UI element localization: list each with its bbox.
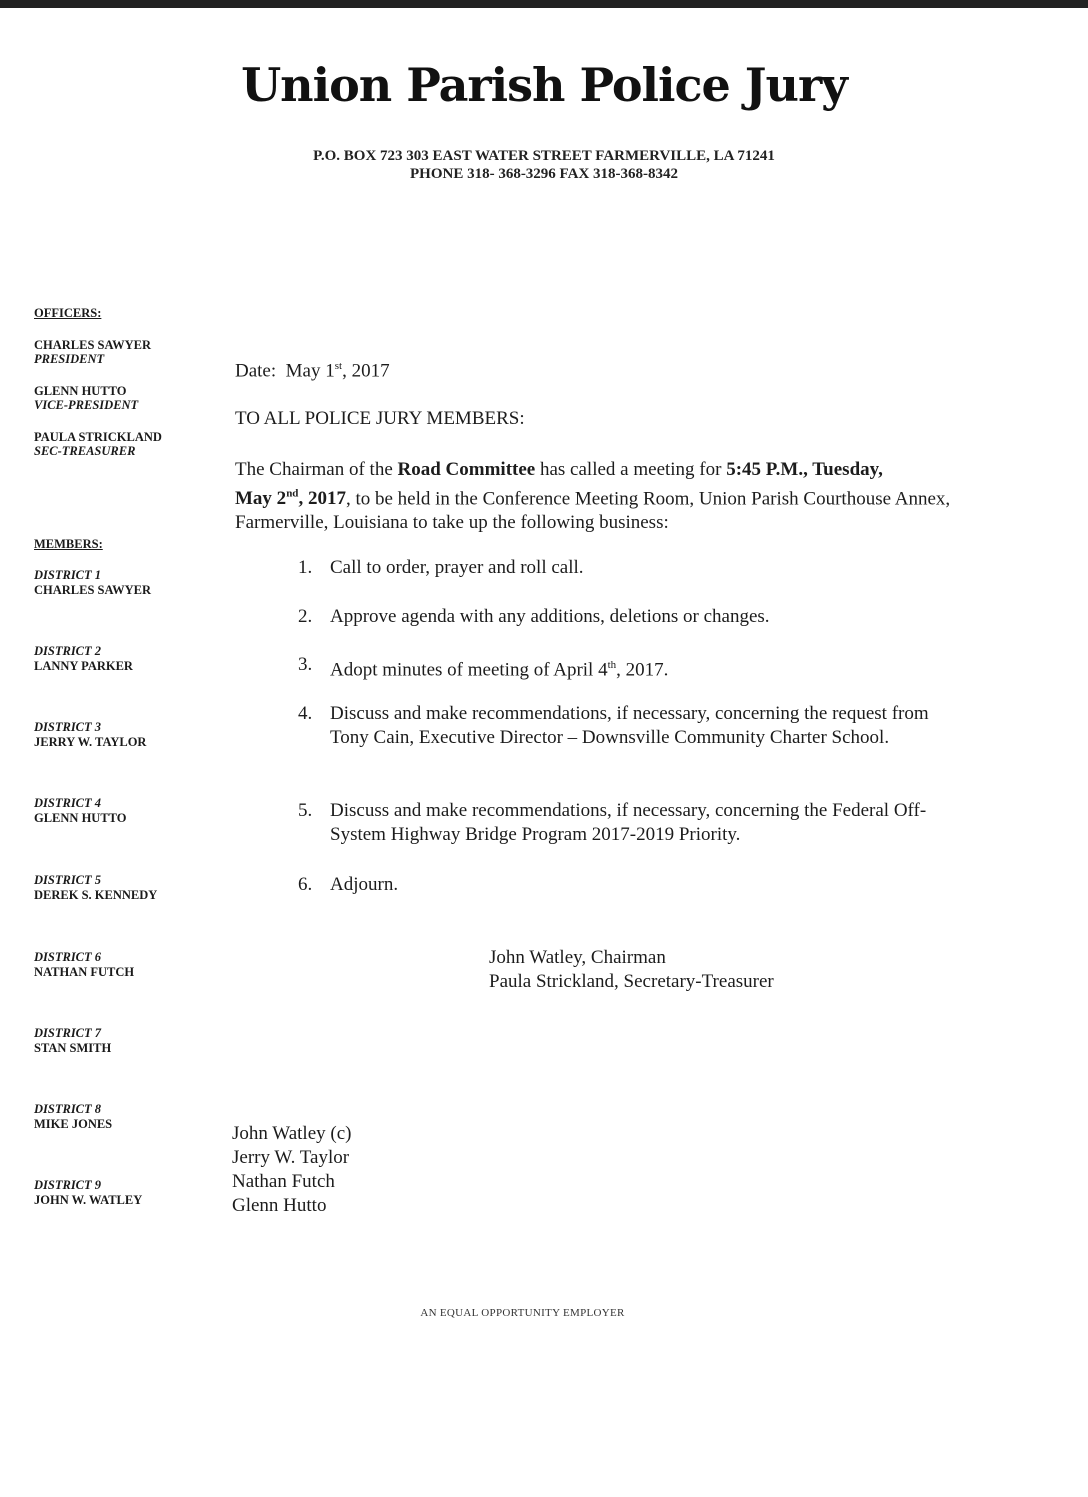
committee-member: Nathan Futch (232, 1171, 335, 1192)
letterhead-title: Union Parish Police Jury (241, 58, 847, 112)
committee-member: Glenn Hutto (232, 1195, 327, 1216)
date-label: Date: (235, 360, 277, 382)
member-name: NATHAN FUTCH (34, 965, 135, 979)
chairman-signature: John Watley, Chairman (489, 947, 666, 968)
intro-text: , to be held in the Conference Meeting Room, Union Parish Courthouse Annex, Farmerville, Louisiana to take up the following business: (235, 488, 951, 534)
phone-line: PHONE 318- 368-3296 FAX 318-368-8342 (409, 166, 679, 182)
member-name: JOHN W. WATLEY (34, 1193, 143, 1207)
officer-name: CHARLES SAWYER (34, 338, 152, 352)
member-name: JERRY W. TAYLOR (34, 735, 147, 749)
committee-name: Road Committee (397, 459, 536, 480)
footer-note: AN EQUAL OPPORTUNITY EMPLOYER (420, 1307, 625, 1319)
salutation: TO ALL POLICE JURY MEMBERS: (235, 408, 525, 429)
meeting-time: 5:45 P.M., Tuesday, (726, 459, 883, 480)
date-year: , 2017 (342, 360, 390, 382)
member-district: DISTRICT 8 (34, 1102, 102, 1116)
date-suffix: st (334, 360, 343, 372)
date-value: May 1 (285, 360, 335, 382)
agenda-number: 4. (298, 703, 313, 724)
member-district: DISTRICT 1 (34, 568, 102, 582)
officer-role: VICE-PRESIDENT (34, 398, 139, 412)
intro-text: The Chairman of the (235, 459, 398, 480)
committee-members-list (232, 1122, 351, 1218)
secretary-signature: Paula Strickland, Secretary-Treasurer (489, 971, 774, 992)
officer-role: SEC-TREASURER (34, 444, 136, 458)
member-name: GLENN HUTTO (34, 811, 127, 825)
agenda-text: Discuss and make recommendations, if necessary, concerning the request from Tony Cain, Executive Director – Downsville Community Charter School. (330, 703, 929, 748)
member-district: DISTRICT 3 (34, 720, 102, 734)
committee-member: Jerry W. Taylor (232, 1147, 350, 1168)
agenda-text: Call to order, prayer and roll call. (330, 557, 584, 578)
member-name: MIKE JONES (34, 1117, 113, 1131)
officers-heading: OFFICERS: (34, 306, 102, 320)
agenda-number: 1. (298, 557, 313, 578)
agenda-text: Adjourn. (330, 874, 399, 895)
member-district: DISTRICT 7 (34, 1026, 102, 1040)
members-heading: MEMBERS: (34, 537, 103, 551)
officer-name: GLENN HUTTO (34, 384, 127, 398)
member-district: DISTRICT 9 (34, 1178, 102, 1192)
agenda-text: Adopt minutes of meeting of April 4th, 2017. (330, 659, 669, 681)
agenda-number: 5. (298, 800, 313, 821)
member-district: DISTRICT 4 (34, 796, 102, 810)
member-name: LANNY PARKER (34, 659, 133, 673)
member-name: CHARLES SAWYER (34, 583, 152, 597)
committee-member: John Watley (c) (232, 1123, 352, 1144)
agenda-text: Discuss and make recommendations, if necessary, concerning the Federal Off-System Highway Bridge Program 2017-2019 Priority. (330, 800, 927, 845)
intro-text: has called a meeting for (535, 459, 727, 480)
member-district: DISTRICT 6 (34, 950, 102, 964)
meeting-date: May 2nd, 2017 (235, 488, 346, 510)
letter-date (235, 360, 390, 382)
officer-role: PRESIDENT (34, 352, 105, 366)
agenda-number: 2. (298, 606, 313, 627)
address-line: P.O. BOX 723 303 EAST WATER STREET FARMERVILLE, LA 71241 (313, 148, 775, 164)
member-district: DISTRICT 2 (34, 644, 102, 658)
member-district: DISTRICT 5 (34, 873, 102, 887)
agenda-text: Approve agenda with any additions, deletions or changes. (330, 606, 770, 627)
officer-name: PAULA STRICKLAND (34, 430, 162, 444)
signature-block (489, 946, 774, 994)
intro-paragraph (235, 458, 980, 535)
top-border (0, 0, 1088, 8)
member-name: STAN SMITH (34, 1041, 112, 1055)
agenda-number: 6. (298, 874, 313, 895)
member-name: DEREK S. KENNEDY (34, 888, 158, 902)
agenda-number: 3. (298, 654, 313, 675)
